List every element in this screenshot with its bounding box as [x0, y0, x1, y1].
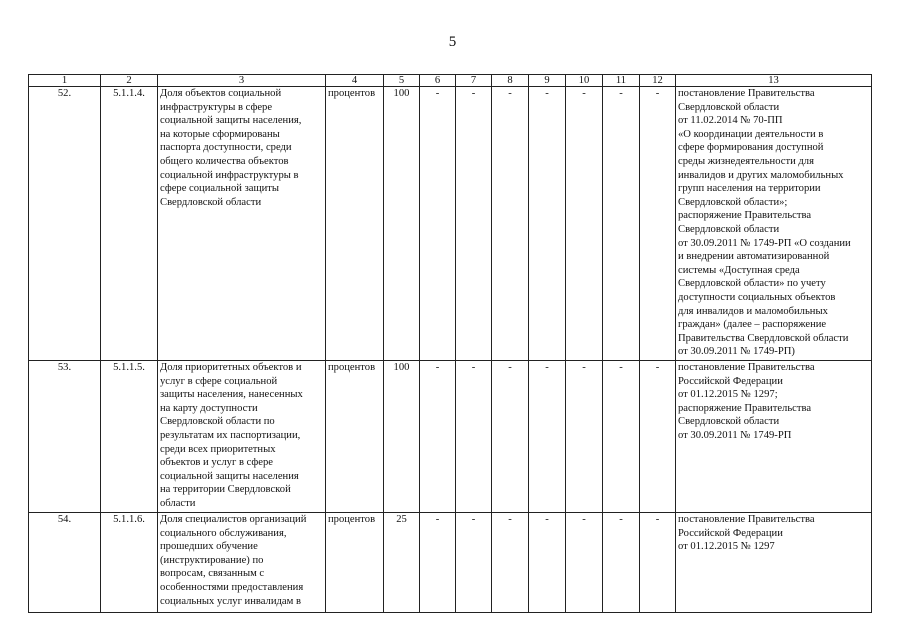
indicator-name: Доля объектов социальной инфраструктуры в сфере социальной защиты населения, на которые сформированы паспорта доступности, среди общего количества объектов социальной инфраструктуры в сфере социальной защиты Свердловской области — [158, 87, 326, 361]
dash-cell: - — [529, 513, 566, 613]
row-number: 54. — [29, 513, 101, 613]
dash-cell: - — [640, 87, 676, 361]
unit: процентов — [326, 513, 384, 613]
dash-cell: - — [529, 87, 566, 361]
table-row — [29, 513, 872, 613]
dash-cell: - — [566, 361, 603, 513]
dash-cell: - — [420, 361, 456, 513]
col-header: 10 — [566, 75, 603, 87]
col-header: 5 — [384, 75, 420, 87]
indicator-name: Доля специалистов организаций социального обслуживания, прошедших обучение (инструктирование) по вопросам, связанным с особенностями предоставления социальных услуг инвалидам в — [158, 513, 326, 613]
dash-cell: - — [492, 513, 529, 613]
col-header: 8 — [492, 75, 529, 87]
value: 100 — [384, 361, 420, 513]
row-code: 5.1.1.6. — [101, 513, 158, 613]
row-code: 5.1.1.4. — [101, 87, 158, 361]
legal-basis: постановление Правительства Свердловской области от 11.02.2014 № 70-ПП «О координации деятельности в сфере формирования доступной среды жизнедеятельности для инвалидов и других маломобильных групп населения на территории Свердловской области»; распоряжение Правительства Свердловской области от 30.09.2011 № 1749-РП «О создании и внедрении автоматизированной системы «Доступная среда Свердловской области» по учету доступности социальных объектов для инвалидов и маломобильных граждан» (далее – распоряжение Правительства Свердловской области от 30.09.2011 № 1749-РП) — [676, 87, 872, 361]
dash-cell: - — [456, 513, 492, 613]
dash-cell: - — [603, 87, 640, 361]
page-number: 5 — [448, 34, 457, 50]
indicator-name: Доля приоритетных объектов и услуг в сфере социальной защиты населения, нанесенных на карту доступности Свердловской области по результатам их паспортизации, среди всех приоритетных объектов и услуг в сфере социальной защиты населения на территории Свердловской области — [158, 361, 326, 513]
dash-cell: - — [492, 361, 529, 513]
value: 25 — [384, 513, 420, 613]
col-header: 9 — [529, 75, 566, 87]
dash-cell: - — [603, 361, 640, 513]
dash-cell: - — [566, 87, 603, 361]
dash-cell: - — [529, 361, 566, 513]
legal-basis: постановление Правительства Российской Федерации от 01.12.2015 № 1297 — [676, 513, 872, 613]
col-header: 4 — [326, 75, 384, 87]
dash-cell: - — [640, 513, 676, 613]
dash-cell: - — [640, 361, 676, 513]
dash-cell: - — [566, 513, 603, 613]
header-row — [29, 75, 872, 87]
col-header: 7 — [456, 75, 492, 87]
dash-cell: - — [456, 87, 492, 361]
dash-cell: - — [492, 87, 529, 361]
legal-basis: постановление Правительства Российской Федерации от 01.12.2015 № 1297; распоряжение Правительства Свердловской области от 30.09.2011 № 1749-РП — [676, 361, 872, 513]
col-header: 2 — [101, 75, 158, 87]
row-number: 52. — [29, 87, 101, 361]
row-code: 5.1.1.5. — [101, 361, 158, 513]
col-header: 1 — [29, 75, 101, 87]
indicators-table — [28, 74, 872, 613]
dash-cell: - — [420, 513, 456, 613]
dash-cell: - — [420, 87, 456, 361]
table-row — [29, 361, 872, 513]
table-row — [29, 87, 872, 361]
unit: процентов — [326, 361, 384, 513]
value: 100 — [384, 87, 420, 361]
col-header: 11 — [603, 75, 640, 87]
col-header: 12 — [640, 75, 676, 87]
row-number: 53. — [29, 361, 101, 513]
col-header: 6 — [420, 75, 456, 87]
dash-cell: - — [603, 513, 640, 613]
unit: процентов — [326, 87, 384, 361]
col-header: 3 — [158, 75, 326, 87]
dash-cell: - — [456, 361, 492, 513]
col-header: 13 — [676, 75, 872, 87]
